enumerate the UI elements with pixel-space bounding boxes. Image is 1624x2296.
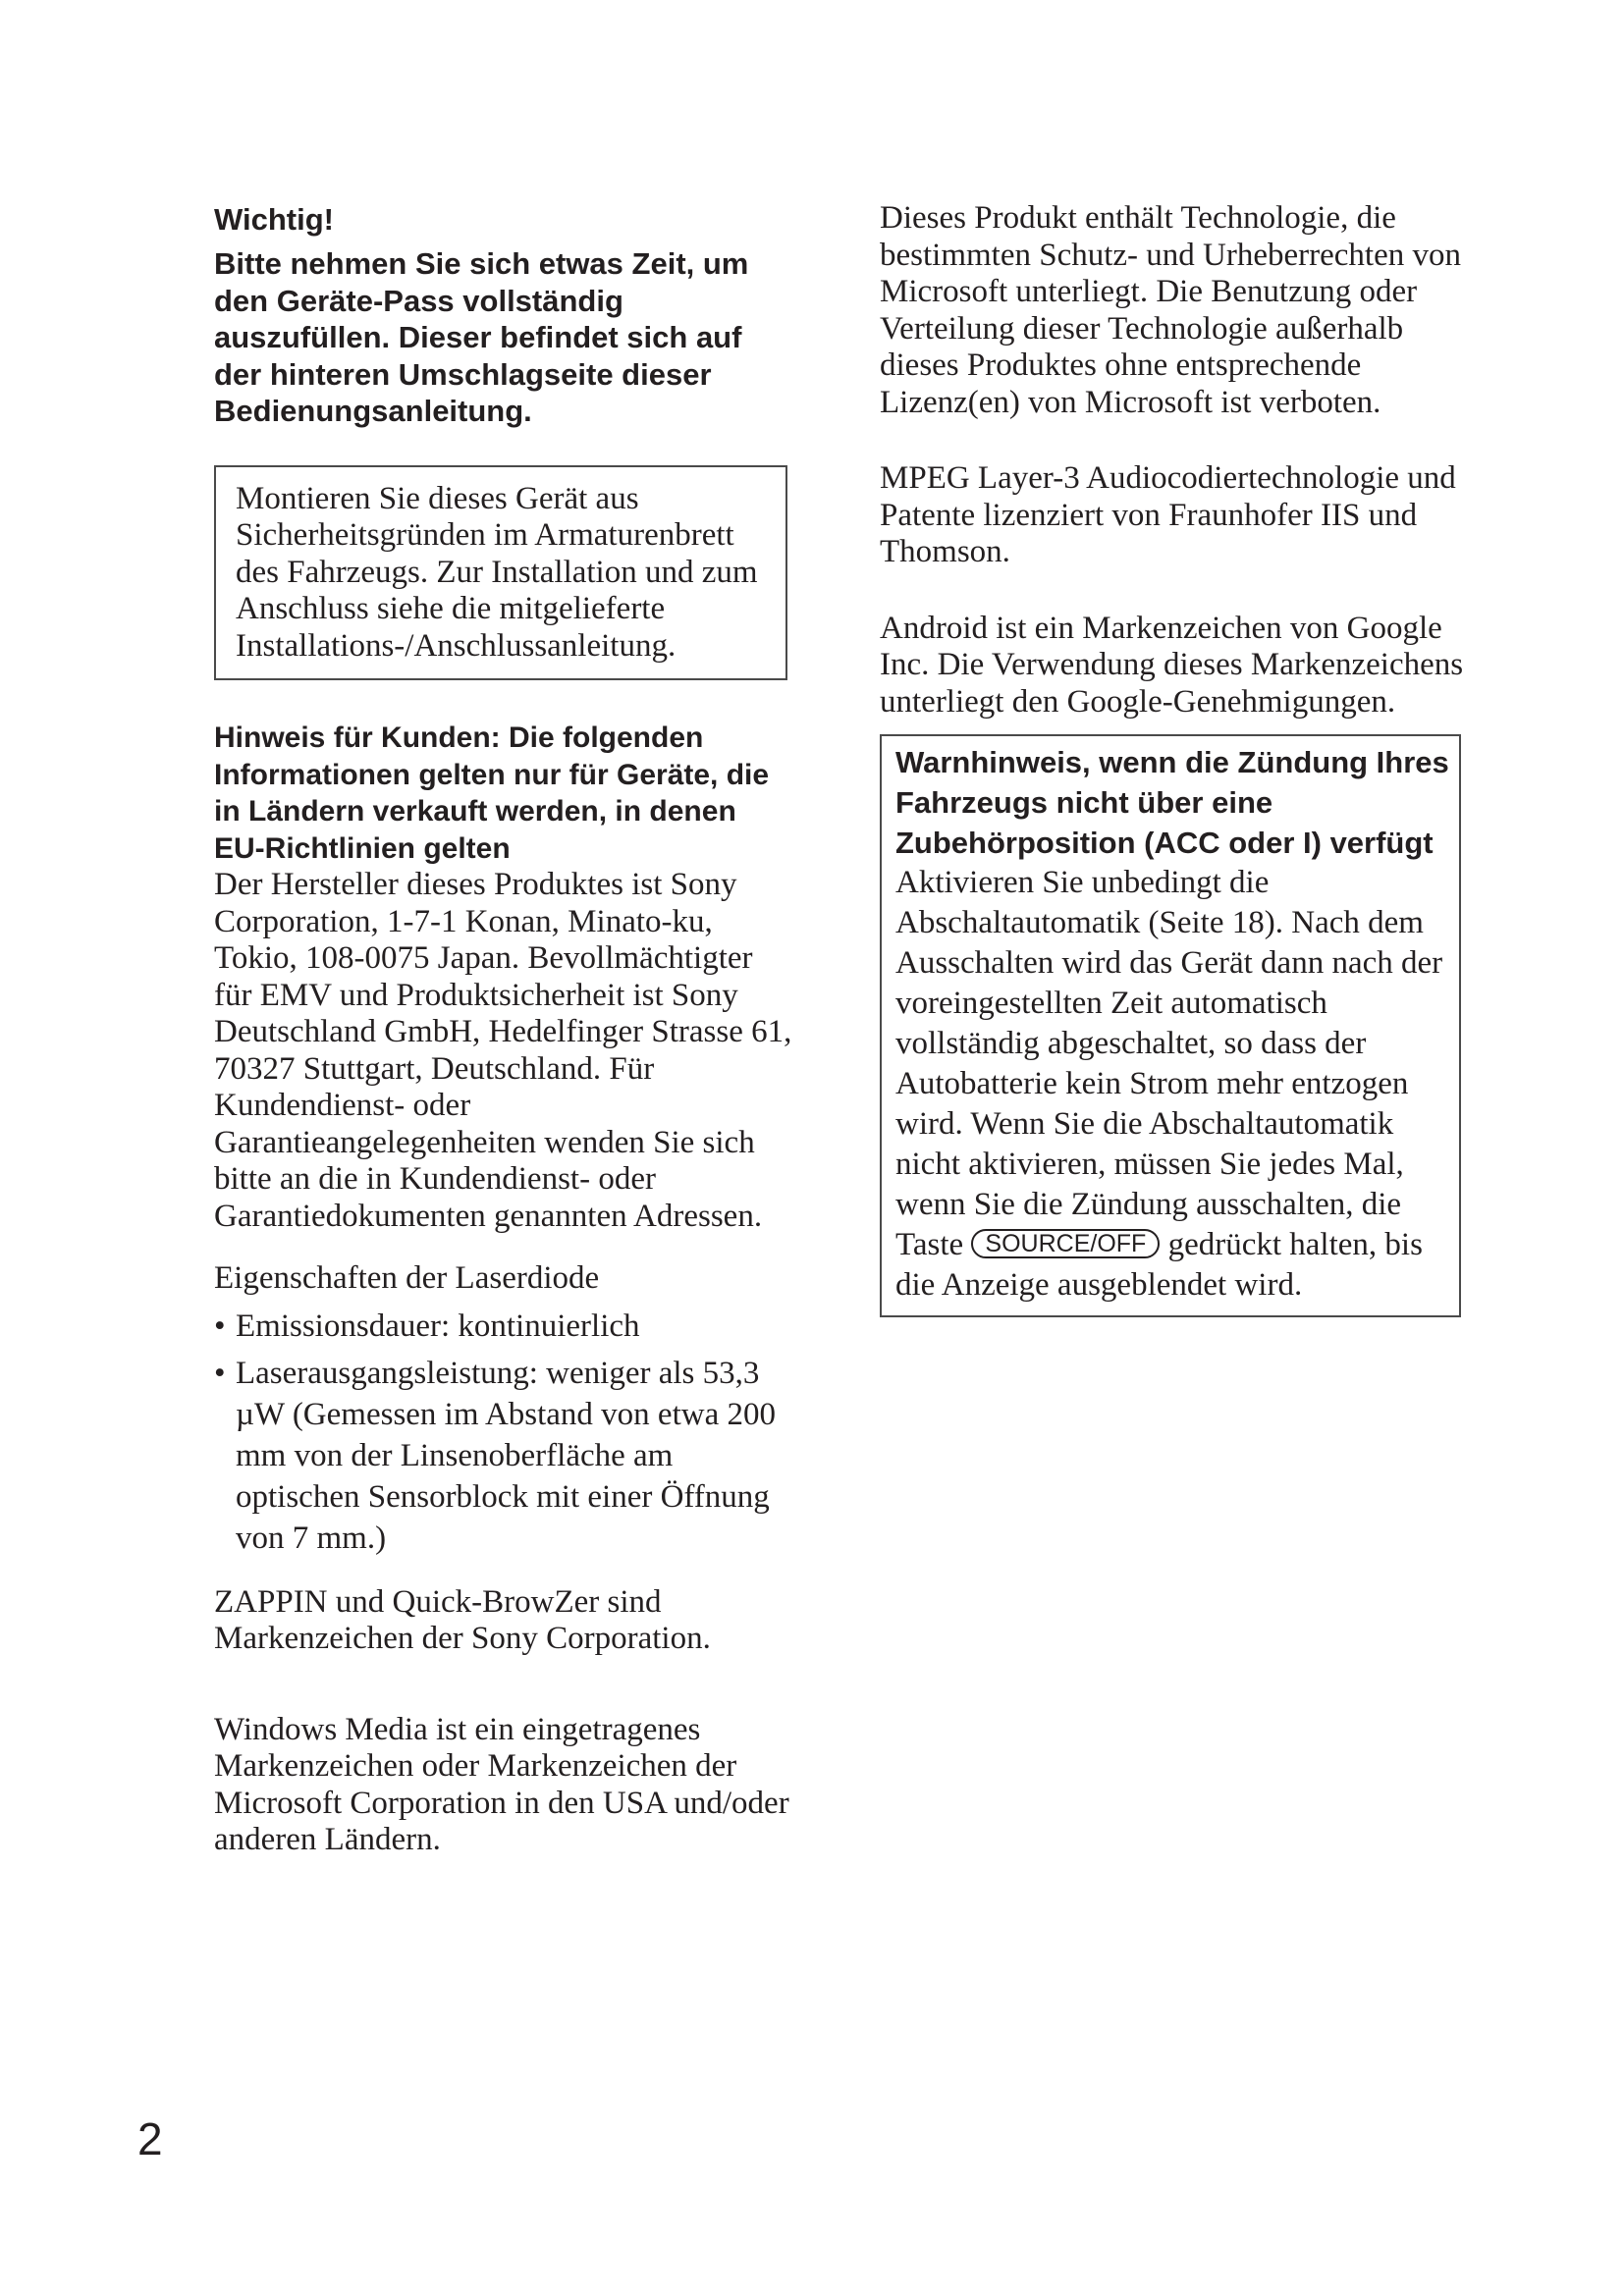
bullet-icon: • [214, 1355, 226, 1391]
install-line: Sicherheitsgründen im Armaturenbrett [236, 517, 734, 553]
microsoft-technology-text: Dieses Produkt enthält Technologie, die bestimmten Schutz- und Urheberrechten von Microsoft unterliegt. Die Benutzung oder Verteilung dieser Technologie außerhalb dieses Produktes ohne entsprechende Lizenz(en) von Microsoft ist verboten. [880, 200, 1461, 420]
important-text: Bitte nehmen Sie sich etwas Zeit, um den Geräte-Pass vollständig auszufüllen. Dieser befindet sich auf der hinteren Umschlagseite dieser Bedienungsanleitung. [214, 246, 749, 428]
right-column [880, 200, 1469, 1317]
warning-text-part: gedrückt halten, bis die Anzeige ausgeblendet wird. [895, 1227, 1423, 1303]
source-off-key-label: SOURCE/OFF [971, 1229, 1160, 1258]
warning-heading: Warnhinweis, wenn die Zündung Ihres Fahrzeugs nicht über eine Zubehörposition (ACC oder I) verfügt [895, 745, 1449, 860]
install-line: Anschluss siehe die mitgelieferte [236, 591, 666, 626]
android-trademark-text: Android ist ein Markenzeichen von Google Inc. Die Verwendung dieses Markenzeichens unterliegt den Google-Genehmigungen. [880, 610, 1464, 720]
page-number: 2 [137, 2113, 163, 2164]
list-item [214, 1353, 793, 1559]
laser-properties-list [214, 1306, 793, 1559]
laser-diode-title: Eigenschaften der Laserdiode [214, 1260, 600, 1296]
installation-notice-box [214, 465, 787, 681]
install-line: Montieren Sie dieses Gerät aus [236, 480, 639, 516]
mpeg-license-text: MPEG Layer-3 Audiocodiertechnologie und Patente lizenziert von Fraunhofer IIS und Thomson. [880, 460, 1456, 569]
install-line: Installations-/Anschlussanleitung. [236, 627, 677, 664]
ignition-warning-box [880, 734, 1461, 1317]
manufacturer-text: Der Hersteller dieses Produktes ist Sony Corporation, 1-7-1 Konan, Minato-ku, Tokio, 108-0075 Japan. Bevollmächtigter für EMV und Produktsicherheit ist Sony Deutschland GmbH, Hedelfinger Strasse 61, 70327 Stuttgart, Deutschland. Für Kundendienst- oder Garantieangelegenheiten wenden Sie sich bitte an die in Kundendienst- oder Garantiedokumenten genannten Adressen. [214, 867, 792, 1234]
list-item-text: Emissionsdauer: kontinuierlich [236, 1308, 640, 1344]
list-item [214, 1306, 793, 1347]
left-column [214, 201, 793, 1859]
windows-media-trademark-text: Windows Media ist ein eingetragenes Markenzeichen oder Markenzeichen der Microsoft Corporation in den USA und/oder anderen Ländern. [214, 1711, 789, 1857]
list-item-text: Laserausgangsleistung: weniger als 53,3 µW (Gemessen im Abstand von etwa 200 mm von der Linsenoberfläche am optischen Sensorblock mit einer Öffnung von 7 mm.) [236, 1355, 776, 1556]
warning-text-part: Aktivieren Sie unbedingt die Abschaltautomatik (Seite 18). Nach dem Ausschalten wird das Gerät dann nach der voreingestellten Zeit automatisch vollständig abgeschaltet, so dass der Autobatterie kein Strom mehr entzogen wird. Wenn Sie die Abschaltautomatik nicht aktivieren, müssen Sie jedes Mal, wenn Sie die Zündung ausschalten, die Taste [895, 865, 1443, 1262]
important-title: Wichtig! [214, 202, 334, 237]
zappin-trademark-text: ZAPPIN und Quick-BrowZer sind Markenzeichen der Sony Corporation. [214, 1583, 711, 1656]
install-line: des Fahrzeugs. Zur Installation und zum [236, 554, 758, 590]
customer-notice-heading: Hinweis für Kunden: Die folgenden Informationen gelten nur für Geräte, die in Ländern verkauft werden, in denen EU-Richtlinien gelten [214, 721, 770, 865]
warning-text [895, 863, 1459, 1306]
bullet-icon: • [214, 1308, 226, 1344]
